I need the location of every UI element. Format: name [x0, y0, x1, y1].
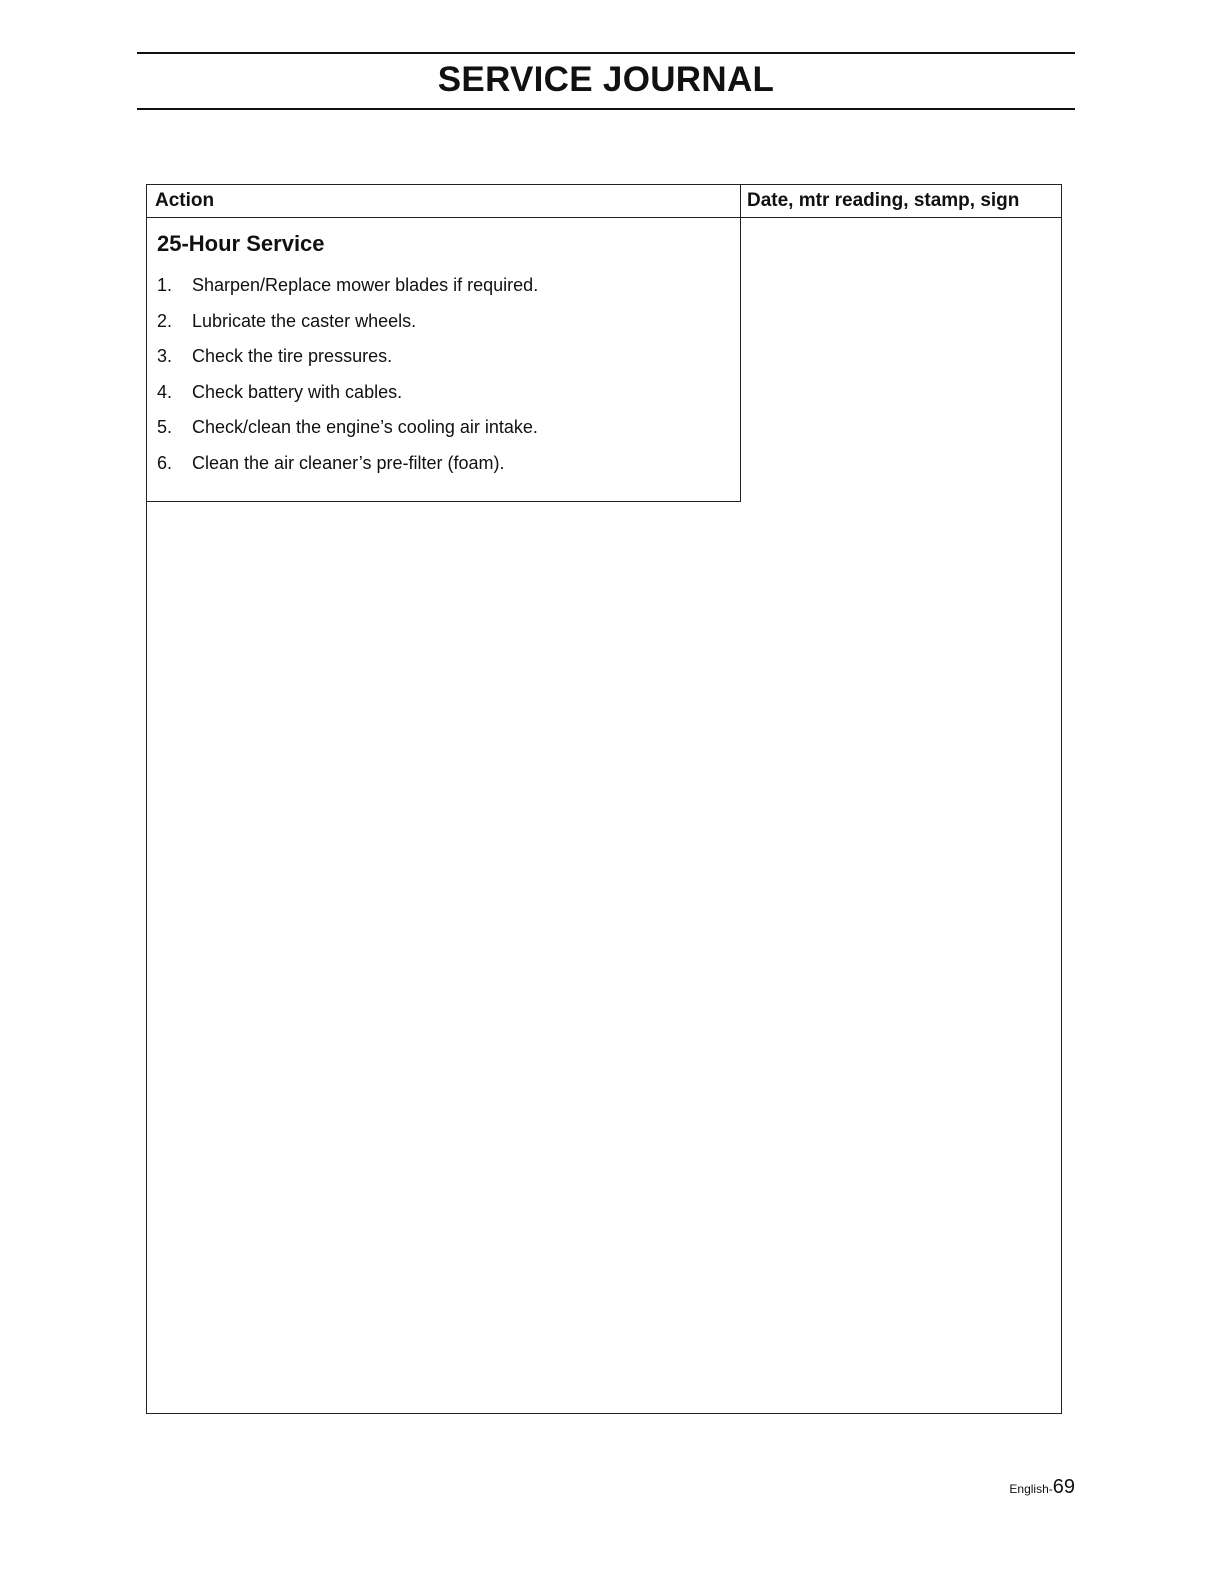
list-item — [157, 450, 538, 486]
item-number: 3. — [157, 346, 173, 366]
list-item — [157, 414, 538, 450]
list-item — [157, 308, 538, 344]
item-number: 6. — [157, 452, 173, 473]
list-item — [157, 272, 538, 308]
column-header-date-stamp: Date, mtr reading, stamp, sign — [747, 190, 1020, 211]
service-task-list — [157, 272, 538, 485]
page-title: SERVICE JOURNAL — [437, 60, 775, 99]
page-number: 69 — [1052, 1476, 1075, 1498]
action-cell-bottom-border — [146, 501, 741, 502]
item-text: Check battery with cables. — [192, 381, 403, 402]
item-number: 5. — [157, 417, 173, 437]
list-item — [157, 343, 538, 379]
title-top-rule — [137, 52, 1075, 54]
item-text: Clean the air cleaner’s pre-filter (foam). — [192, 452, 505, 473]
header-row-divider — [146, 217, 1062, 218]
item-text: Check/clean the engine’s cooling air intake. — [192, 417, 538, 437]
item-text: Lubricate the caster wheels. — [192, 310, 417, 331]
footer-language: English- — [1009, 1482, 1053, 1496]
column-header-action: Action — [155, 190, 215, 211]
item-number: 4. — [157, 381, 173, 402]
item-number: 2. — [157, 310, 173, 331]
page-footer — [1009, 1476, 1075, 1499]
item-number: 1. — [157, 275, 173, 295]
title-bottom-rule — [137, 108, 1075, 110]
item-text: Sharpen/Replace mower blades if required. — [192, 275, 539, 295]
section-title: 25-Hour Service — [157, 231, 325, 256]
list-item — [157, 379, 538, 415]
column-divider — [740, 184, 741, 502]
item-text: Check the tire pressures. — [192, 346, 393, 366]
